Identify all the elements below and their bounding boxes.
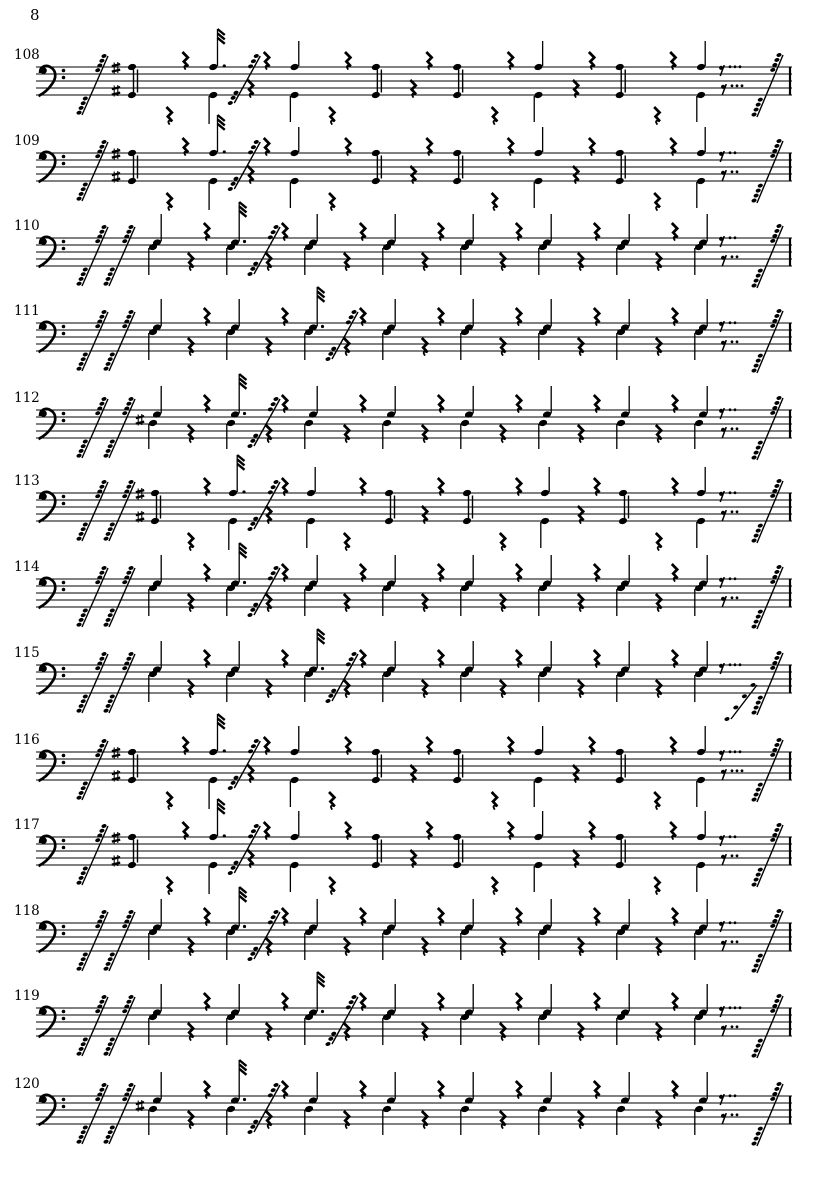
quarter-rest-icon xyxy=(500,425,506,443)
quarter-rest-icon xyxy=(344,533,350,551)
quarter-rest-icon xyxy=(166,792,172,810)
measure-number: 118 xyxy=(14,903,40,919)
cluster-gliss-icon xyxy=(76,565,108,627)
tremolo-note xyxy=(228,455,246,550)
quarter-rest-icon xyxy=(578,338,584,356)
cluster-gliss-icon xyxy=(227,53,260,105)
eighth-rest-icon xyxy=(721,255,738,266)
quarter-rest-icon xyxy=(344,425,350,443)
quarter-rest-icon xyxy=(422,680,428,698)
cluster-gliss-icon xyxy=(103,224,135,286)
page-number: 8 xyxy=(30,6,40,24)
quarter-rest-icon xyxy=(188,338,194,356)
cluster-gliss-icon xyxy=(751,564,783,629)
quarter-rest-icon xyxy=(344,680,350,698)
eighth-rest-icon xyxy=(721,940,738,951)
cluster-gliss-icon xyxy=(103,396,135,458)
tremolo-note xyxy=(208,115,226,210)
cluster-gliss-icon xyxy=(751,308,783,373)
cluster-gliss-icon xyxy=(247,1082,280,1134)
quarter-rest-icon xyxy=(578,938,584,956)
cluster-gliss-icon xyxy=(103,565,135,627)
quarter-rest-icon xyxy=(344,338,350,356)
quarter-rest-icon xyxy=(422,338,428,356)
quarter-rest-icon xyxy=(500,1023,506,1041)
tremolo-note xyxy=(208,799,226,894)
cluster-gliss-icon xyxy=(751,223,783,288)
quarter-rest-icon xyxy=(492,792,498,810)
quarter-rest-icon xyxy=(656,938,662,956)
system-116 xyxy=(14,714,792,810)
quarter-rest-icon xyxy=(656,338,662,356)
quarter-rest-icon xyxy=(492,877,498,895)
quarter-rest-icon xyxy=(188,533,194,551)
cluster-gliss-icon xyxy=(103,479,135,541)
cluster-gliss-icon xyxy=(325,651,358,703)
quarter-rest-icon xyxy=(188,594,194,612)
quarter-rest-icon xyxy=(654,792,660,810)
cluster-gliss-icon xyxy=(76,651,108,713)
eighth-rest-icon xyxy=(721,1025,738,1036)
quarter-rest-icon xyxy=(344,1111,350,1129)
eighth-rest-icon xyxy=(721,340,738,351)
measure-number: 119 xyxy=(14,988,40,1004)
cluster-gliss-icon xyxy=(76,823,108,885)
quarter-rest-icon xyxy=(266,594,272,612)
cluster-gliss-icon xyxy=(76,224,108,286)
quarter-rest-icon xyxy=(266,680,272,698)
quarter-rest-icon xyxy=(329,877,335,895)
cluster-gliss-icon xyxy=(103,309,135,371)
cluster-gliss-icon xyxy=(76,139,108,201)
quarter-rest-icon xyxy=(656,594,662,612)
quarter-rest-icon xyxy=(500,680,506,698)
system-114 xyxy=(14,543,792,629)
quarter-rest-icon xyxy=(500,938,506,956)
system-117 xyxy=(14,799,792,895)
quarter-rest-icon xyxy=(492,193,498,211)
quarter-rest-icon xyxy=(329,107,335,125)
cluster-gliss-icon xyxy=(724,682,757,721)
eighth-rest-icon xyxy=(721,427,738,438)
cluster-gliss-icon xyxy=(103,909,135,971)
quarter-rest-icon xyxy=(656,253,662,271)
quarter-rest-icon xyxy=(422,1023,428,1041)
quarter-rest-icon xyxy=(654,193,660,211)
quarter-rest-icon xyxy=(422,425,428,443)
quarter-rest-icon xyxy=(578,1111,584,1129)
tremolo-note xyxy=(208,29,226,124)
sharp-icon xyxy=(112,148,120,160)
cluster-gliss-icon xyxy=(751,52,783,117)
cluster-gliss-icon xyxy=(751,908,783,973)
cluster-gliss-icon xyxy=(76,479,108,541)
quarter-rest-icon xyxy=(656,1111,662,1129)
quarter-rest-icon xyxy=(578,253,584,271)
cluster-gliss-icon xyxy=(227,738,260,790)
measure-number: 109 xyxy=(14,133,40,149)
quarter-rest-icon xyxy=(188,938,194,956)
cluster-gliss-icon xyxy=(751,1081,783,1146)
cluster-gliss-icon xyxy=(751,395,783,460)
measure-number: 112 xyxy=(14,390,40,406)
cluster-gliss-icon xyxy=(247,909,280,961)
quarter-rest-icon xyxy=(344,594,350,612)
eighth-rest-icon xyxy=(721,170,738,181)
cluster-gliss-icon xyxy=(247,224,280,276)
quarter-rest-icon xyxy=(500,594,506,612)
system-108 xyxy=(14,29,792,125)
eighth-rest-icon xyxy=(721,596,738,607)
quarter-rest-icon xyxy=(344,253,350,271)
measure-number: 116 xyxy=(14,732,40,748)
quarter-rest-icon xyxy=(266,253,272,271)
cluster-gliss-icon xyxy=(751,993,783,1058)
quarter-rest-icon xyxy=(500,338,506,356)
eighth-rest-icon xyxy=(721,510,738,521)
sharp-icon xyxy=(112,62,120,74)
cluster-gliss-icon xyxy=(751,822,783,887)
quarter-rest-icon xyxy=(578,425,584,443)
quarter-rest-icon xyxy=(656,680,662,698)
cluster-gliss-icon xyxy=(751,737,783,802)
system-109 xyxy=(14,115,792,211)
quarter-rest-icon xyxy=(266,938,272,956)
sharp-icon xyxy=(136,488,144,500)
system-118 xyxy=(14,887,792,973)
quarter-rest-icon xyxy=(578,680,584,698)
cluster-gliss-icon xyxy=(103,1082,135,1144)
quarter-rest-icon xyxy=(656,1023,662,1041)
cluster-gliss-icon xyxy=(76,53,108,115)
quarter-rest-icon xyxy=(422,253,428,271)
quarter-rest-icon xyxy=(656,533,662,551)
system-110 xyxy=(14,202,792,288)
quarter-rest-icon xyxy=(329,792,335,810)
system-111 xyxy=(14,287,792,373)
quarter-rest-icon xyxy=(188,680,194,698)
quarter-rest-icon xyxy=(329,193,335,211)
cluster-gliss-icon xyxy=(325,309,358,361)
cluster-gliss-icon xyxy=(76,738,108,800)
quarter-rest-icon xyxy=(656,425,662,443)
cluster-gliss-icon xyxy=(247,565,280,617)
cluster-gliss-icon xyxy=(751,478,783,543)
quarter-rest-icon xyxy=(500,253,506,271)
cluster-gliss-icon xyxy=(76,396,108,458)
quarter-rest-icon xyxy=(266,338,272,356)
cluster-gliss-icon xyxy=(227,823,260,875)
system-119 xyxy=(14,972,792,1058)
eighth-rest-icon xyxy=(721,854,738,865)
quarter-rest-icon xyxy=(266,1023,272,1041)
quarter-rest-icon xyxy=(266,425,272,443)
cluster-gliss-icon xyxy=(247,396,280,448)
quarter-rest-icon xyxy=(422,938,428,956)
eighth-rest-icon xyxy=(721,84,743,95)
quarter-rest-icon xyxy=(492,107,498,125)
system-113 xyxy=(14,455,792,551)
system-120 xyxy=(14,1060,792,1146)
quarter-rest-icon xyxy=(188,425,194,443)
quarter-rest-icon xyxy=(188,1023,194,1041)
cluster-gliss-icon xyxy=(227,139,260,191)
quarter-rest-icon xyxy=(166,193,172,211)
cluster-gliss-icon xyxy=(76,909,108,971)
staff-lines xyxy=(36,493,792,521)
cluster-gliss-icon xyxy=(103,994,135,1056)
system-115 xyxy=(14,629,792,722)
measure-number: 115 xyxy=(14,645,40,661)
measure-number: 120 xyxy=(14,1076,40,1092)
cluster-gliss-icon xyxy=(76,994,108,1056)
quarter-rest-icon xyxy=(166,107,172,125)
cluster-gliss-icon xyxy=(103,651,135,713)
measure-number: 111 xyxy=(14,303,40,319)
cluster-gliss-icon xyxy=(325,994,358,1046)
quarter-rest-icon xyxy=(344,938,350,956)
tremolo-note xyxy=(208,714,226,809)
quarter-rest-icon xyxy=(500,1111,506,1129)
quarter-rest-icon xyxy=(654,877,660,895)
quarter-rest-icon xyxy=(422,1111,428,1129)
cluster-gliss-icon xyxy=(247,479,280,531)
quarter-rest-icon xyxy=(654,107,660,125)
quarter-rest-icon xyxy=(422,594,428,612)
measure-number: 117 xyxy=(14,817,40,833)
measure-number: 110 xyxy=(14,218,40,234)
cluster-gliss-icon xyxy=(751,650,783,715)
eighth-rest-icon xyxy=(721,769,743,780)
eighth-rest-icon xyxy=(721,1113,738,1124)
cluster-gliss-icon xyxy=(76,1082,108,1144)
quarter-rest-icon xyxy=(578,1023,584,1041)
sharp-icon xyxy=(112,747,120,759)
measure-number: 113 xyxy=(14,473,40,489)
quarter-rest-icon xyxy=(188,1111,194,1129)
sharp-icon xyxy=(112,832,120,844)
quarter-rest-icon xyxy=(166,877,172,895)
cluster-gliss-icon xyxy=(751,138,783,203)
quarter-rest-icon xyxy=(266,1111,272,1129)
quarter-rest-icon xyxy=(500,533,506,551)
quarter-rest-icon xyxy=(344,1023,350,1041)
quarter-rest-icon xyxy=(578,594,584,612)
system-112 xyxy=(14,374,792,460)
measure-number: 114 xyxy=(14,559,40,575)
quarter-rest-icon xyxy=(188,253,194,271)
cluster-gliss-icon xyxy=(76,309,108,371)
measure-number: 108 xyxy=(14,47,40,63)
